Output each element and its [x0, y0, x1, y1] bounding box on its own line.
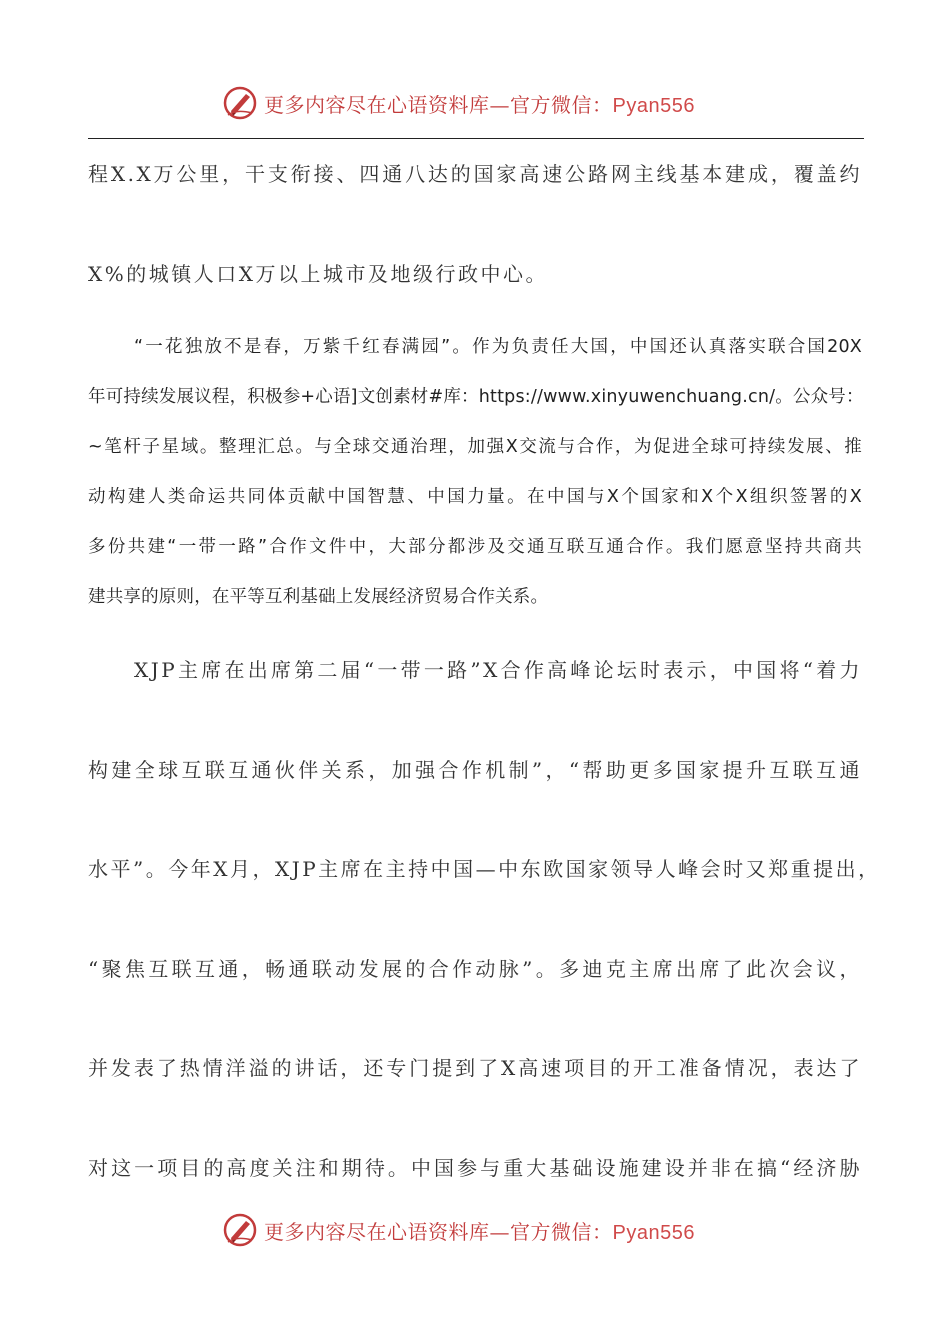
wechat-id: Pyan556	[612, 94, 695, 117]
p1-line-2: X%的城镇人口X万以上城市及地级行政中心。	[88, 262, 548, 286]
p2-line-4: 动构建人类命运共同体贡献中国智慧、中国力量。在中国与X个国家和X个X组织签署的X	[88, 487, 862, 507]
p3-line-4: “聚焦互联互通，畅通联动发展的合作动脉”。多迪克主席出席了此次会议，	[88, 957, 862, 981]
banner-title: 更多内容尽在心语资料库	[264, 1219, 490, 1244]
wechat-id: Pyan556	[612, 1221, 695, 1244]
banner-text	[264, 89, 695, 118]
banner-title: 更多内容尽在心语资料库	[264, 92, 490, 117]
wechat-label: 官方微信：	[510, 92, 613, 117]
p2-line-6: 建共享的原则，在平等互利基础上发展经济贸易合作关系。	[88, 587, 549, 607]
p3-line-3: 水平”。今年X月，XJP主席在主持中国—中东欧国家领导人峰会时又郑重提出，	[88, 857, 881, 881]
banner-separator: —	[489, 92, 510, 117]
p2-line-2: 年可持续发展议程，积极参+心语]文创素材#库：https://www.xinyuwenchuang.cn/。公众号：	[88, 387, 864, 407]
header-rule	[88, 138, 864, 139]
header-banner	[222, 83, 742, 123]
p3-line-2: 构建全球互联互通伙伴关系，加强合作机制”，“帮助更多国家提升互联互通	[88, 758, 862, 782]
p3-line-5: 并发表了热情洋溢的讲话，还专门提到了X高速项目的开工准备情况，表达了	[88, 1056, 862, 1080]
p1-line-1: 程X.X万公里，干支衔接、四通八达的国家高速公路网主线基本建成，覆盖约	[88, 162, 862, 186]
footer-banner	[222, 1210, 742, 1250]
wechat-label: 官方微信：	[510, 1219, 613, 1244]
p3-line-1: XJP主席在出席第二届“一带一路”X合作高峰论坛时表示，中国将“着力	[134, 658, 862, 682]
p3-line-6: 对这一项目的高度关注和期待。中国参与重大基础设施建设并非在搞“经济胁	[88, 1156, 862, 1180]
banner-text	[264, 1216, 695, 1245]
p2-line-1: “一花独放不是春，万紫千红春满园”。作为负责任大国，中国还认真落实联合国20X	[134, 337, 862, 357]
banner-separator: —	[489, 1219, 510, 1244]
pen-logo-icon	[222, 85, 258, 121]
p2-line-5: 多份共建“一带一路”合作文件中，大部分都涉及交通互联互通合作。我们愿意坚持共商共	[88, 537, 862, 557]
pen-logo-icon	[222, 1212, 258, 1248]
p2-line-3: ~笔杆子星域。整理汇总。与全球交通治理，加强X交流与合作，为促进全球可持续发展、推	[88, 437, 862, 457]
